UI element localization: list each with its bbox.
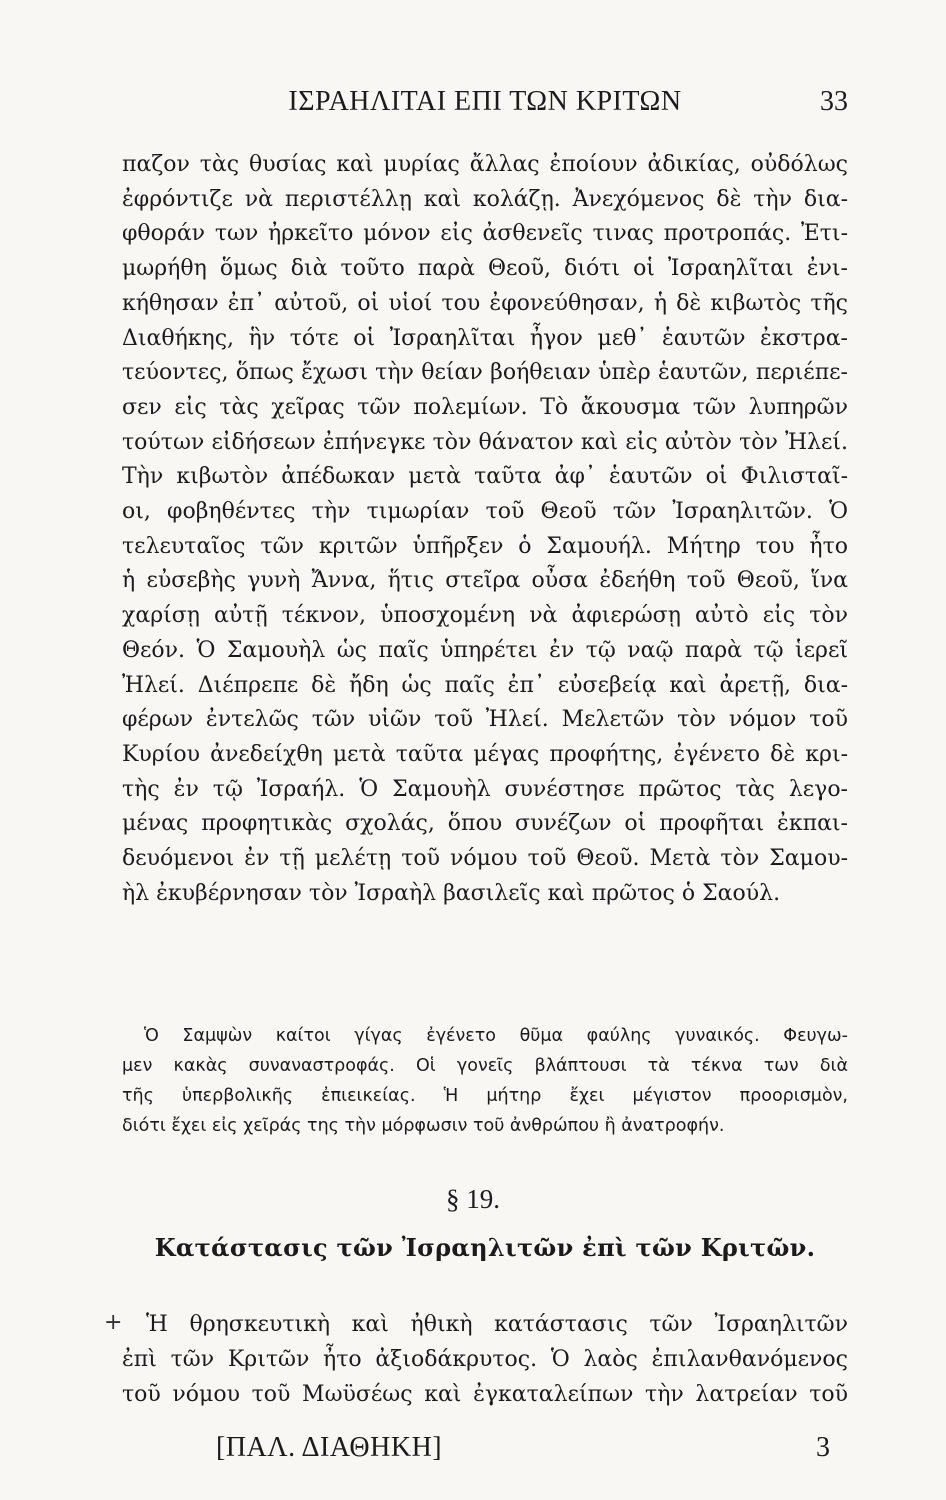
body-line: Διαθήκης, ἣν τότε οἱ Ἰσραηλῖται ἦγον μεθ᾿ ἑαυτῶν ἐκστρα- — [122, 325, 848, 351]
body-line: ὴλ ἐκυβέρνησαν τὸν Ἰσραὴλ βασιλεῖς καὶ πρῶτος ὁ Σαούλ. — [122, 880, 781, 906]
body-line: τελευταῖος τῶν κριτῶν ὑπῆρξεν ὁ Σαμουήλ. Μήτηρ του ἦτο — [122, 533, 848, 559]
section-line: ἐπὶ τῶν Κριτῶν ἦτο ἀξιοδάκρυτος. Ὁ λαὸς ἐπιλανθανόμενος — [122, 1347, 848, 1372]
body-line: οι, φοβηθέντες τὴν τιμωρίαν τοῦ Θεοῦ τῶν Ἰσραηλιτῶν. Ὁ — [122, 499, 848, 525]
running-title: ΙΣΡΑΗΛΙΤΑΙ ΕΠΙ ΤΩΝ ΚΡΙΤΩΝ — [288, 86, 682, 117]
note-line: τῆς ὑπερβολικῆς ἐπιεικείας. Ἡ μήτηρ ἔχει μέγιστον προορισμὸν, — [122, 1086, 848, 1106]
body-line: σεν εἰς τὰς χεῖρας τῶν πολεμίων. Τὸ ἄκουσμα τῶν λυπηρῶν — [122, 394, 848, 420]
body-line: Θεόν. Ὁ Σαμουὴλ ὡς παῖς ὑπηρέτει ἐν τῷ ναῷ παρὰ τῷ ἱερεῖ — [122, 637, 848, 663]
body-line: μωρήθη ὅμως διὰ τοῦτο παρὰ Θεοῦ, διότι οἱ Ἰσραηλῖται ἐνι- — [122, 256, 848, 282]
section-number: § 19. — [446, 1184, 500, 1214]
body-line: κήθησαν ἐπ᾿ αὐτοῦ, οἱ υἱοί του ἐφονεύθησαν, ἡ δὲ κιβωτὸς τῆς — [122, 290, 848, 316]
body-line: Τὴν κιβωτὸν ἀπέδωκαν μετὰ ταῦτα ἀφ᾿ ἑαυτῶν οἱ Φιλισταῖ- — [122, 464, 848, 490]
section-line: Ἡ θρησκευτικὴ καὶ ἠθικὴ κατάστασις τῶν Ἰσραηλιτῶν — [146, 1312, 848, 1337]
body-line: Ἠλεί. Διέπρεπε δὲ ἤδη ὡς παῖς ἐπ᾿ εὐσεβείᾳ καὶ ἀρετῇ, δια- — [122, 672, 848, 698]
body-line: ἡ εὐσεβὴς γυνὴ Ἄννα, ἥτις στεῖρα οὖσα ἐδεήθη τοῦ Θεοῦ, ἵνα — [122, 568, 848, 594]
body-line: ἐφρόντιζε νὰ περιστέλλῃ καὶ κολάζῃ. Ἀνεχόμενος δὲ τὴν δια- — [122, 186, 848, 212]
note-line: διότι ἔχει εἰς χεῖράς της τὴν μόρφωσιν τοῦ ἀνθρώπου ἢ ἀνατροφήν. — [122, 1116, 725, 1136]
section-heading: Κατάστασις τῶν Ἰσραηλιτῶν ἐπὶ τῶν Κριτῶν. — [154, 1233, 816, 1262]
body-line: τούτων εἰδήσεων ἐπήνεγκε τὸν θάνατον καὶ εἰς αὐτὸν τὸν Ἠλεί. — [122, 429, 848, 455]
printer-signature: [ΠΑΛ. ΔΙΑΘΗΚΗ] — [216, 1432, 443, 1463]
body-line: φθοράν των ἠρκεῖτο μόνον εἰς ἀσθενεῖς τινας προτροπάς. Ἐτι- — [122, 221, 848, 247]
note-line: Ὁ Σαμψὼν καίτοι γίγας ἐγένετο θῦμα φαύλης γυναικός. Φευγω- — [144, 1026, 848, 1046]
body-line: μένας προφητικὰς σχολάς, ὅπου συνέζων οἱ προφῆται ἐκπαι- — [122, 811, 848, 837]
body-line: Κυρίου ἀνεδείχθη μετὰ ταῦτα μέγας προφήτης, ἐγένετο δὲ κρι- — [122, 741, 848, 767]
section-paragraph — [122, 1307, 848, 1412]
body-line: χαρίσῃ αὐτῇ τέκνον, ὑποσχομένη νὰ ἀφιερώσῃ αὐτὸ εἰς τὸν — [122, 603, 848, 629]
body-line: τὴς ἐν τῷ Ἰσραήλ. Ὁ Σαμουὴλ συνέστησε πρῶτος τὰς λεγο- — [122, 776, 848, 802]
signature-number: 3 — [816, 1432, 830, 1463]
margin-cross-mark: + — [104, 1310, 123, 1335]
moral-note — [122, 1021, 848, 1141]
body-paragraph — [122, 148, 848, 911]
body-line: δευόμενοι ἐν τῇ μελέτῃ τοῦ νόμου τοῦ Θεοῦ. Μετὰ τὸν Σαμου- — [122, 846, 848, 872]
page-number: 33 — [820, 86, 848, 117]
body-line: τεύοντες, ὅπως ἔχωσι τὴν θείαν βοήθειαν ὑπὲρ ἑαυτῶν, περιέπε- — [122, 360, 848, 386]
body-line: φέρων ἐντελῶς τῶν υἱῶν τοῦ Ἠλεί. Μελετῶν τὸν νόμον τοῦ — [122, 707, 848, 733]
note-line: μεν κακὰς συναναστροφάς. Οἱ γονεῖς βλάπτουσι τὰ τέκνα των διὰ — [122, 1056, 848, 1076]
running-head — [122, 86, 848, 126]
body-line: παζον τὰς θυσίας καὶ μυρίας ἄλλας ἐποίουν ἀδικίας, οὐδόλως — [122, 152, 848, 177]
section-line: τοῦ νόμου τοῦ Μωϋσέως καὶ ἐγκαταλείπων τὴν λατρείαν τοῦ — [122, 1382, 848, 1407]
